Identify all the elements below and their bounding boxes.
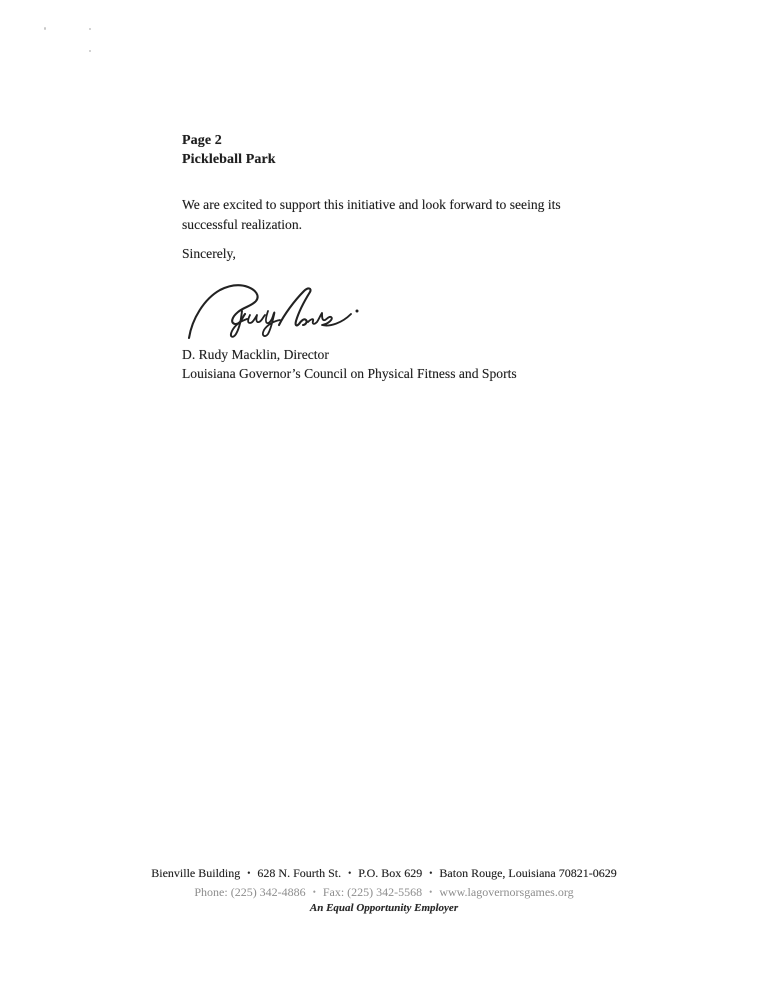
footer-phone: Phone: (225) 342-4886 <box>194 885 306 899</box>
scan-artifact <box>89 28 91 30</box>
bullet-separator: • <box>429 886 433 897</box>
scan-artifact <box>44 27 46 30</box>
page-number-label: Page 2 <box>182 133 222 148</box>
body-line: successful realization. <box>182 216 303 232</box>
footer-city-state-zip: Baton Rouge, Louisiana 70821-0629 <box>439 866 617 880</box>
letter-header <box>182 131 276 169</box>
footer-address-line <box>0 866 768 881</box>
body-paragraph <box>182 195 561 234</box>
scan-artifact <box>89 50 91 52</box>
footer-contact-line <box>0 885 768 900</box>
signature-graphic <box>184 281 370 347</box>
signer-name-title: D. Rudy Macklin, Director <box>182 347 329 362</box>
bullet-separator: • <box>312 886 316 897</box>
footer-website: www.lagovernorsgames.org <box>439 885 574 899</box>
closing-salutation: Sincerely, <box>182 246 236 261</box>
footer-pobox: P.O. Box 629 <box>358 866 423 880</box>
footer-fax: Fax: (225) 342-5568 <box>322 885 423 899</box>
document-title: Pickleball Park <box>182 152 276 167</box>
footer-equal-opportunity: An Equal Opportunity Employer <box>309 902 459 914</box>
bullet-separator: • <box>247 867 251 878</box>
footer-building: Bienville Building <box>151 866 241 880</box>
bullet-separator: • <box>348 867 352 878</box>
signer-organization: Louisiana Governor’s Council on Physical Fitness and Sports <box>182 366 517 381</box>
signer-block <box>182 345 517 383</box>
footer-street: 628 N. Fourth St. <box>257 866 342 880</box>
bullet-separator: • <box>429 867 433 878</box>
handwritten-signature <box>184 281 370 347</box>
body-line: We are excited to support this initiative and look forward to seeing its <box>182 197 561 212</box>
